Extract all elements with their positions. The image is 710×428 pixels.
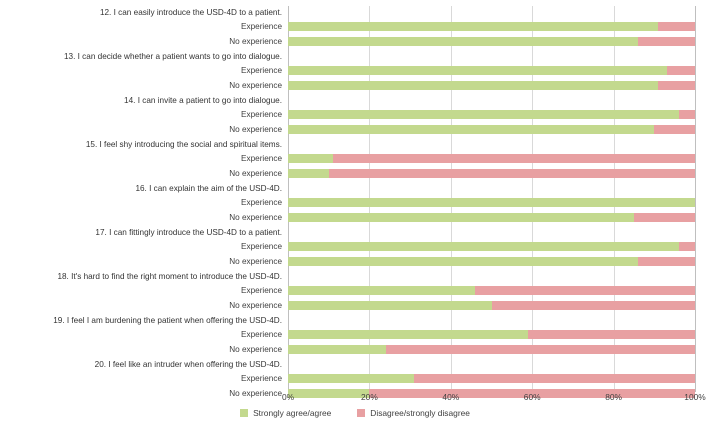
legend-label: Strongly agree/agree	[253, 408, 332, 418]
stacked-bar	[288, 286, 696, 295]
bar-label: No experience	[229, 213, 282, 222]
legend-item[interactable]	[357, 408, 470, 418]
stacked-bar	[288, 345, 696, 354]
stacked-bar	[288, 257, 696, 266]
legend-swatch	[357, 409, 365, 417]
bar-label: Experience	[241, 154, 282, 163]
legend-item[interactable]	[240, 408, 331, 418]
bar-label: Experience	[241, 330, 282, 339]
bar-segment-disagree	[528, 330, 695, 339]
question-label: 13. I can decide whether a patient wants to go into dialogue.	[63, 52, 282, 61]
question-label: 12. I can easily introduce the USD-4D to a patient.	[99, 8, 282, 17]
bar-segment-disagree	[679, 110, 695, 119]
chart-legend	[0, 408, 710, 418]
bar-label: No experience	[229, 257, 282, 266]
question-label: 18. It's hard to find the right moment to introduce the USD-4D.	[57, 272, 282, 281]
bar-label: No experience	[229, 345, 282, 354]
bar-label: No experience	[229, 81, 282, 90]
stacked-bar	[288, 169, 696, 178]
x-tick-label: 80%	[605, 392, 622, 402]
stacked-bar	[288, 81, 696, 90]
x-tick-label: 40%	[442, 392, 460, 402]
bar-label: Experience	[241, 242, 282, 251]
bar-segment-disagree	[658, 81, 695, 90]
bar-segment-disagree	[386, 345, 695, 354]
bar-segment-disagree	[492, 301, 696, 310]
stacked-bar	[288, 154, 696, 163]
bar-segment-agree	[288, 242, 679, 251]
bar-label: Experience	[241, 110, 282, 119]
bar-segment-disagree	[667, 66, 695, 75]
bar-segment-agree	[288, 169, 329, 178]
stacked-bar	[288, 22, 696, 31]
bar-label: Experience	[241, 66, 282, 75]
bar-segment-disagree	[414, 374, 695, 383]
stacked-bar	[288, 213, 696, 222]
x-tick-label: 20%	[361, 392, 378, 402]
bar-segment-agree	[288, 213, 634, 222]
question-label: 16. I can explain the aim of the USD-4D.	[135, 184, 282, 193]
bar-segment-agree	[288, 345, 386, 354]
x-tick-label: 0%	[281, 392, 295, 402]
bar-segment-agree	[288, 81, 658, 90]
bar-segment-disagree	[634, 213, 695, 222]
bar-segment-disagree	[654, 125, 695, 134]
stacked-bar	[288, 198, 696, 207]
bar-label: Experience	[241, 286, 282, 295]
bar-segment-agree	[288, 374, 414, 383]
bar-segment-agree	[288, 154, 333, 163]
stacked-bar	[288, 110, 696, 119]
bar-segment-agree	[288, 37, 638, 46]
bar-segment-agree	[288, 110, 679, 119]
bar-segment-agree	[288, 330, 528, 339]
question-label: 20. I feel like an intruder when offering the USD-4D.	[94, 360, 282, 369]
stacked-bar	[288, 37, 696, 46]
stacked-bar	[288, 301, 696, 310]
bar-label: No experience	[229, 125, 282, 134]
bar-segment-agree	[288, 66, 667, 75]
legend-swatch	[240, 409, 248, 417]
category-axis-labels	[0, 6, 286, 398]
stacked-bar	[288, 330, 696, 339]
bar-segment-disagree	[329, 169, 695, 178]
stacked-bar	[288, 242, 696, 251]
bar-segment-agree	[288, 22, 658, 31]
bar-segment-agree	[288, 198, 695, 207]
bar-label: Experience	[241, 198, 282, 207]
question-label: 15. I feel shy introducing the social and spiritual items.	[85, 140, 282, 149]
bar-segment-disagree	[638, 257, 695, 266]
bar-segment-disagree	[658, 22, 695, 31]
plot-area	[288, 6, 696, 392]
bar-segment-agree	[288, 286, 475, 295]
legend-label: Disagree/strongly disagree	[370, 408, 470, 418]
bar-label: No experience	[229, 389, 282, 398]
bar-label: Experience	[241, 374, 282, 383]
x-tick-label: 60%	[523, 392, 541, 402]
bar-segment-disagree	[475, 286, 695, 295]
stacked-bar	[288, 66, 696, 75]
question-label: 14. I can invite a patient to go into dialogue.	[124, 96, 282, 105]
x-axis	[281, 392, 706, 406]
bar-label: No experience	[229, 301, 282, 310]
bar-label: No experience	[229, 169, 282, 178]
bar-segment-agree	[288, 257, 638, 266]
bar-segment-disagree	[333, 154, 695, 163]
x-tick-label: 100%	[684, 392, 706, 402]
bar-segment-disagree	[638, 37, 695, 46]
bar-label: Experience	[241, 22, 282, 31]
bar-label: No experience	[229, 37, 282, 46]
stacked-bar	[288, 374, 696, 383]
question-label: 19. I feel I am burdening the patient when offering the USD-4D.	[53, 316, 282, 325]
bar-segment-agree	[288, 301, 492, 310]
question-label: 17. I can fittingly introduce the USD-4D to a patient.	[95, 228, 282, 237]
bar-segment-disagree	[679, 242, 695, 251]
bar-segment-agree	[288, 125, 654, 134]
stacked-bar	[288, 125, 696, 134]
